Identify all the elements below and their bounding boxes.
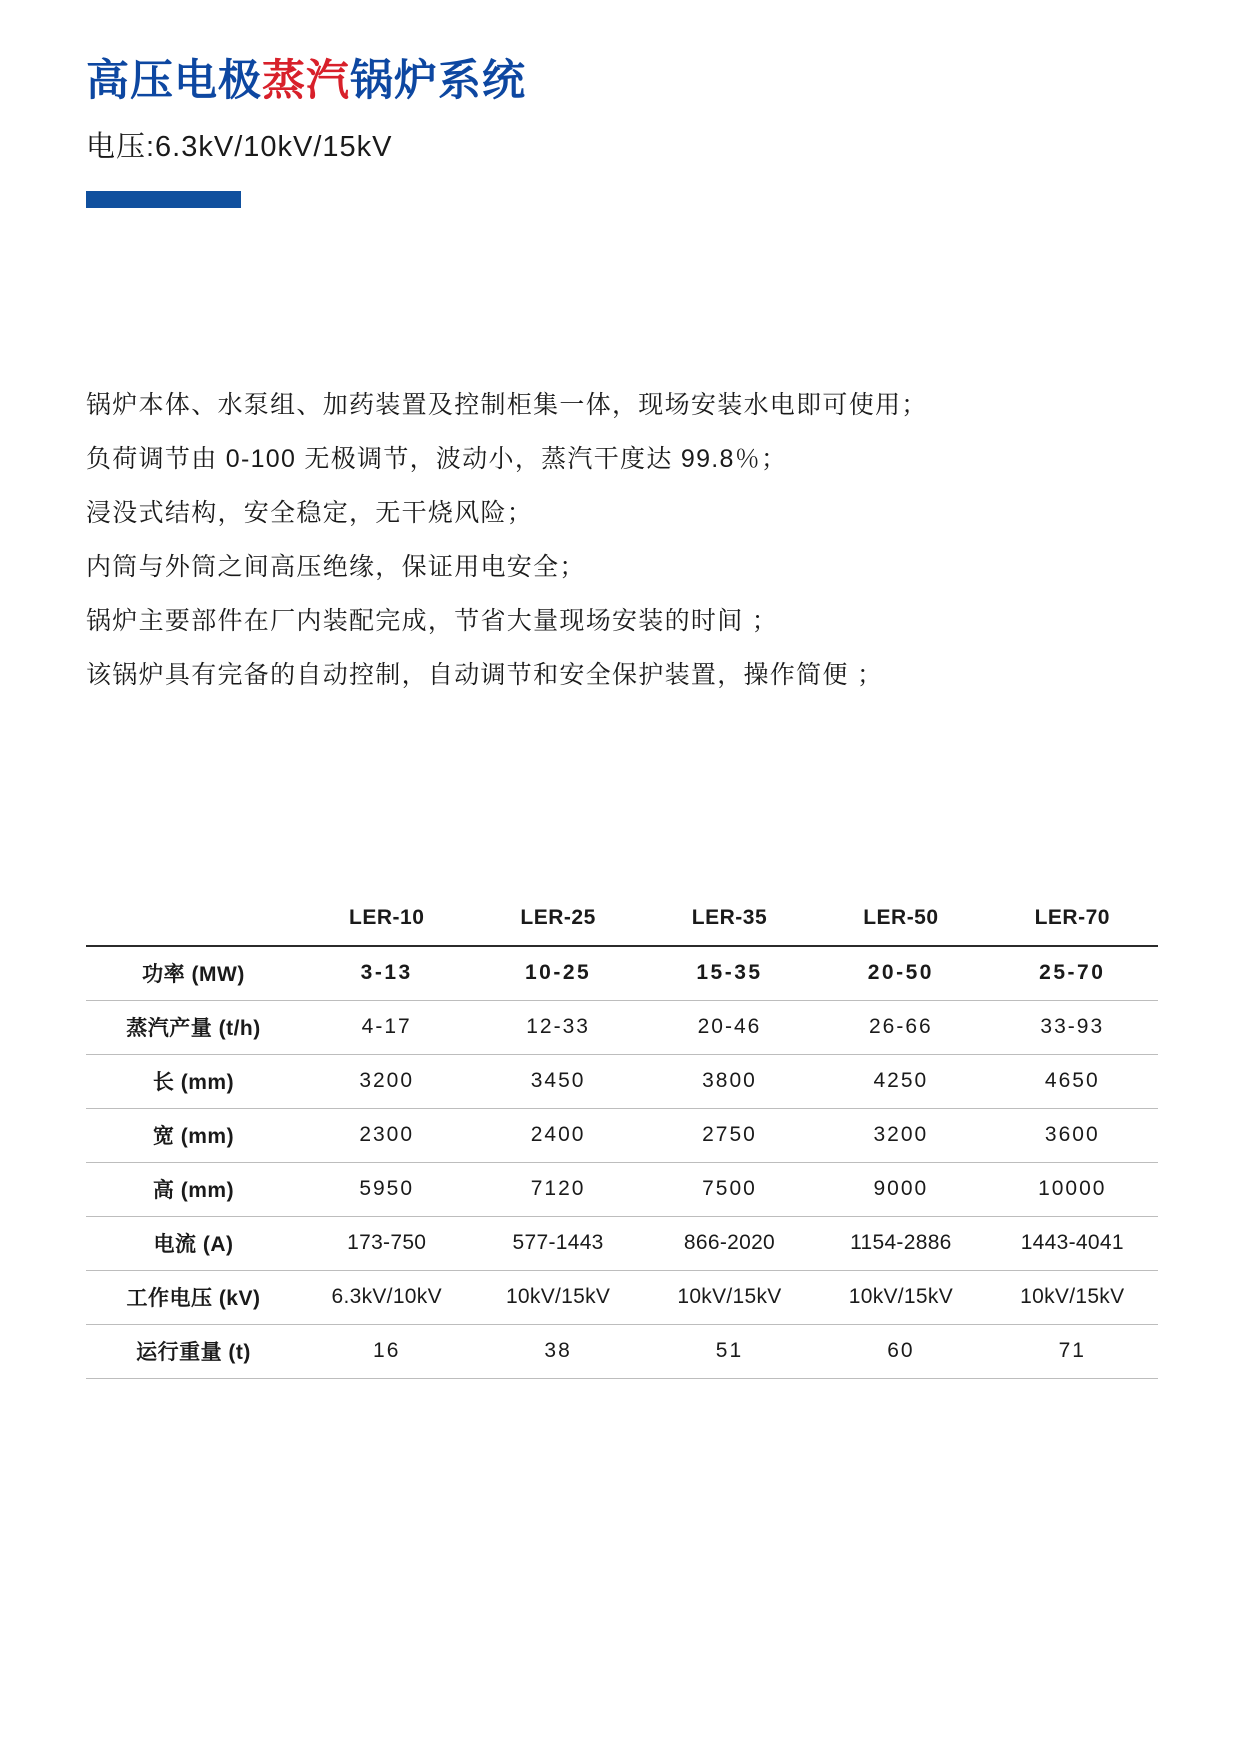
row-value: 4650: [1044, 1069, 1100, 1093]
row-value: 5950: [359, 1177, 415, 1201]
row-value: 51: [715, 1339, 744, 1363]
row-label: 运行重量 (t): [136, 1341, 251, 1365]
table-corner-cell: [86, 892, 301, 946]
row-label: 功率 (MW): [142, 963, 245, 987]
table-row: [86, 1270, 1158, 1324]
row-value: 38: [544, 1339, 572, 1363]
feature-item: 负荷调节由 0-100 无极调节，波动小，蒸汽干度达 99.8％；: [86, 444, 788, 473]
row-value: 10000: [1038, 1177, 1107, 1201]
feature-item: 锅炉本体、水泵组、加药装置及控制柜集一体，现场安装水电即可使用；: [86, 390, 928, 419]
row-value: 3800: [702, 1069, 757, 1093]
title-segment-1: 高压电极: [86, 57, 262, 105]
page-subtitle: 电压:6.3kV/10kV/15kV: [86, 130, 393, 163]
feature-item: 内筒与外筒之间高压绝缘，保证用电安全；: [86, 552, 586, 581]
row-value: 1154-2886: [850, 1231, 952, 1255]
row-value: 866-2020: [683, 1231, 776, 1255]
table-row: [86, 946, 1158, 1001]
row-value: 3200: [359, 1069, 415, 1093]
column-header: LER-35: [691, 906, 768, 930]
row-value: 3450: [530, 1069, 586, 1093]
row-value: 4250: [873, 1069, 929, 1093]
title-segment-2: 蒸汽: [262, 57, 350, 105]
row-value: 577-1443: [512, 1231, 604, 1255]
table-row: [86, 1054, 1158, 1108]
row-label: 高 (mm): [152, 1179, 235, 1203]
row-value: 2400: [530, 1123, 586, 1147]
row-value: 7120: [530, 1177, 586, 1201]
row-label: 蒸汽产量 (t/h): [126, 1017, 261, 1041]
row-value: 4-17: [361, 1015, 412, 1039]
row-value: 7500: [702, 1177, 757, 1201]
row-label: 工作电压 (kV): [126, 1287, 261, 1311]
row-value: 3200: [873, 1123, 929, 1147]
table-row: [86, 1000, 1158, 1054]
column-header: LER-70: [1034, 906, 1110, 930]
row-value: 16: [373, 1339, 401, 1363]
row-value: 25-70: [1039, 961, 1106, 985]
accent-rule: [86, 191, 241, 208]
row-value: 10-25: [524, 961, 592, 985]
row-value: 10kV/15kV: [677, 1285, 782, 1309]
table-row: [86, 1162, 1158, 1216]
row-value: 1443-4041: [1020, 1231, 1124, 1255]
column-header: LER-50: [863, 906, 939, 930]
row-label: 长 (mm): [152, 1071, 235, 1095]
table-header-row: [86, 892, 1158, 946]
row-value: 6.3kV/10kV: [331, 1285, 442, 1309]
table-row: [86, 1108, 1158, 1162]
row-value: 173-750: [347, 1231, 427, 1255]
feature-item: 浸没式结构，安全稳定，无干烧风险；: [86, 498, 534, 527]
row-value: 20-50: [867, 961, 934, 985]
row-value: 2750: [702, 1123, 757, 1147]
spec-table-body: [86, 946, 1158, 1379]
title-segment-3: 锅炉系统: [350, 57, 526, 105]
table-row: [86, 1216, 1158, 1270]
feature-list: [86, 378, 1158, 702]
row-label: 宽 (mm): [152, 1125, 235, 1149]
feature-item: 该锅炉具有完备的自动控制，自动调节和安全保护装置，操作简便 ；: [86, 660, 884, 689]
page-title: [86, 56, 1158, 108]
row-value: 3600: [1044, 1123, 1100, 1147]
row-value: 10kV/15kV: [1020, 1285, 1125, 1309]
row-value: 60: [887, 1339, 915, 1363]
row-value: 10kV/15kV: [848, 1285, 953, 1309]
row-value: 3-13: [360, 961, 413, 985]
row-value: 20-46: [697, 1015, 762, 1039]
row-value: 12-33: [526, 1015, 590, 1039]
spec-table-head: [86, 892, 1158, 946]
spec-table-container: [86, 892, 1158, 1379]
row-value: 10kV/15kV: [505, 1285, 611, 1309]
row-value: 9000: [873, 1177, 929, 1201]
table-row: [86, 1324, 1158, 1378]
row-label: 电流 (A): [153, 1233, 234, 1257]
feature-item: 锅炉主要部件在厂内装配完成，节省大量现场安装的时间 ；: [86, 606, 779, 635]
column-header: LER-10: [349, 906, 425, 930]
page-header: [86, 0, 1158, 208]
row-value: 15-35: [696, 961, 763, 985]
row-value: 26-66: [869, 1015, 933, 1039]
row-value: 33-93: [1040, 1015, 1105, 1039]
row-value: 2300: [359, 1123, 415, 1147]
row-value: 71: [1058, 1339, 1086, 1363]
column-header: LER-25: [520, 906, 596, 930]
spec-table: [86, 892, 1158, 1379]
